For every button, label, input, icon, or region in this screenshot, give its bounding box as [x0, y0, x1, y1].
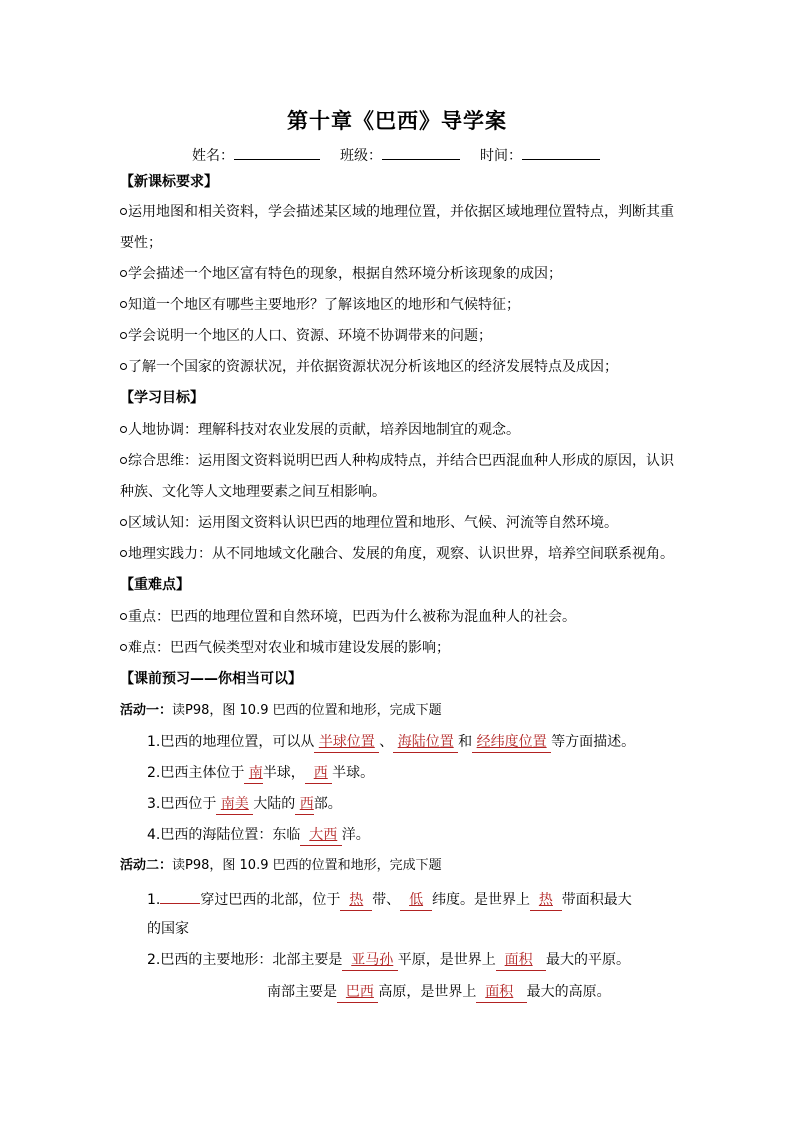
requirement-item: [120, 295, 520, 315]
activity2-question-2: [147, 950, 630, 971]
goal-item-cont: 种族、文化等人文地理要素之间互相影响。: [120, 484, 386, 500]
answer-text: 亚马孙: [351, 952, 394, 968]
activity1-question-2: [147, 763, 374, 784]
answer-text: 热: [349, 892, 364, 908]
question-text: 纬度。是世界上: [431, 892, 530, 908]
goal-text: 人地协调：理解科技对农业发展的贡献，培养因地制宜的观念。: [128, 422, 520, 438]
question-text: 部。: [313, 796, 342, 812]
name-label: 姓名：: [192, 148, 234, 164]
time-label: 时间：: [480, 148, 522, 164]
activity2-question-3: [267, 982, 611, 1003]
goal-item: [120, 451, 674, 471]
bullet-icon: [120, 363, 127, 370]
answer-text: 南美: [220, 796, 249, 812]
question-text: 带、: [372, 892, 401, 908]
requirement-item: [120, 264, 562, 284]
question-text: 半球。: [332, 765, 375, 781]
class-label: 班级：: [340, 148, 382, 164]
activity2-heading: [120, 856, 442, 876]
requirement-text: 学会说明一个地区的人口、资源、环境不协调带来的问题；: [128, 328, 492, 344]
answer-text: 面积: [504, 952, 533, 968]
activity2-question-1: [147, 888, 632, 911]
question-text: 等方面描述。: [551, 734, 636, 750]
question-text: 最大的高原。: [526, 984, 611, 1000]
key-point-item: [120, 638, 450, 658]
bullet-icon: [120, 270, 127, 277]
key-point-item: [120, 607, 576, 627]
answer-blank[interactable]: [530, 890, 562, 911]
key-point-text: 重点：巴西的地理位置和自然环境，巴西为什么被称为混血种人的社会。: [128, 609, 576, 625]
answer-text: 大西: [309, 827, 338, 843]
question-text: 带面积最大: [561, 892, 632, 908]
key-point-text: 难点：巴西气候类型对农业和城市建设发展的影响；: [128, 640, 450, 656]
question-text: 最大的平原。: [545, 952, 630, 968]
answer-text: 西: [299, 796, 314, 812]
activity1-question-3: [147, 794, 342, 815]
question-text: 高原，是世界上: [378, 984, 477, 1000]
requirement-text: 知道一个地区有哪些主要地形？了解该地区的地形和气候特征；: [128, 297, 520, 313]
answer-text: 西: [313, 765, 328, 781]
answer-blank[interactable]: [337, 982, 378, 1003]
goal-text: 地理实践力：从不同地域文化融合、发展的角度，观察、认识世界，培养空间联系视角。: [128, 546, 674, 562]
bullet-icon: [120, 332, 127, 339]
bullet-icon: [120, 208, 127, 215]
answer-blank[interactable]: [300, 825, 341, 846]
question-text: 1.巴西的地理位置，可以从: [147, 734, 315, 750]
question-text: 和: [458, 734, 473, 750]
section-heading-requirements: 【新课标要求】: [120, 174, 218, 190]
answer-text: 经纬度位置: [476, 734, 547, 750]
answer-blank[interactable]: [472, 732, 551, 753]
answer-text: 热: [538, 892, 553, 908]
section-heading-preview: 【课前预习——你相当可以】: [120, 671, 302, 687]
question-text: 洋。: [341, 827, 370, 843]
answer-text: 低: [409, 892, 424, 908]
question-text: 3.巴西位于: [147, 796, 217, 812]
answer-text: 巴西: [345, 984, 374, 1000]
answer-blank[interactable]: [476, 982, 526, 1003]
requirement-item: [120, 202, 674, 222]
question-text: 大陆的: [253, 796, 296, 812]
answer-blank[interactable]: [496, 950, 546, 971]
student-info-line: [192, 145, 620, 165]
activity2-label: 活动二：: [120, 858, 173, 873]
answer-text: 海陆位置: [397, 734, 454, 750]
question-text: 4.巴西的海陆位置：东临: [147, 827, 301, 843]
goal-item: [120, 544, 674, 564]
answer-blank[interactable]: [314, 732, 379, 753]
goal-text: 区域认知：运用图文资料认识巴西的地理位置和地形、气候、河流等自然环境。: [128, 515, 618, 531]
activity2-intro: 读P98，图 10.9 巴西的位置和地形，完成下题: [172, 858, 442, 873]
requirement-item-cont: 要性；: [120, 235, 162, 251]
bullet-icon: [120, 457, 127, 464]
answer-text: 半球位置: [318, 734, 375, 750]
class-field[interactable]: [382, 145, 460, 160]
time-field[interactable]: [522, 145, 600, 160]
answer-blank[interactable]: [160, 888, 200, 904]
question-text: 2.巴西的主要地形：北部主要是: [147, 952, 343, 968]
answer-text: 南: [248, 765, 263, 781]
question-text: 南部主要是: [267, 984, 337, 1000]
bullet-icon: [120, 426, 127, 433]
activity1-heading: [120, 701, 442, 721]
answer-blank[interactable]: [295, 794, 313, 815]
answer-blank[interactable]: [216, 794, 253, 815]
bullet-icon: [120, 301, 127, 308]
activity1-question-1: [147, 732, 635, 753]
requirement-item: [120, 326, 492, 346]
goal-item: [120, 513, 618, 533]
bullet-icon: [120, 550, 127, 557]
bullet-icon: [120, 519, 127, 526]
question-text: 平原，是世界上: [397, 952, 496, 968]
answer-blank[interactable]: [342, 950, 397, 971]
bullet-icon: [120, 613, 127, 620]
answer-blank[interactable]: [244, 763, 262, 784]
name-field[interactable]: [234, 145, 320, 160]
answer-text: 面积: [485, 984, 514, 1000]
question-text: 、: [379, 734, 394, 750]
answer-blank[interactable]: [400, 890, 432, 911]
question-text: 1.: [147, 892, 161, 908]
bullet-icon: [120, 644, 127, 651]
question-text: 2.巴西主体位于: [147, 765, 245, 781]
question-text: 半球，: [262, 765, 305, 781]
goal-item: [120, 420, 520, 440]
answer-blank[interactable]: [305, 763, 332, 784]
section-heading-key-points: 【重难点】: [120, 577, 190, 593]
activity1-label: 活动一：: [120, 703, 173, 718]
page-title: 第十章《巴西》导学案: [287, 109, 507, 133]
activity1-question-4: [147, 825, 370, 846]
section-heading-goals: 【学习目标】: [120, 390, 204, 406]
activity1-intro: 读P98，图 10.9 巴西的位置和地形，完成下题: [172, 703, 442, 718]
requirement-text: 了解一个国家的资源状况，并依据资源状况分析该地区的经济发展特点及成因；: [128, 359, 618, 375]
activity2-question-1-cont: 的国家: [147, 921, 189, 937]
requirement-text: 学会描述一个地区富有特色的现象，根据自然环境分析该现象的成因；: [128, 266, 562, 282]
answer-blank[interactable]: [393, 732, 458, 753]
requirement-text: 运用地图和相关资料，学会描述某区域的地理位置，并依据区域地理位置特点，判断其重: [128, 204, 674, 220]
question-text: 穿过巴西的北部，位于: [200, 892, 341, 908]
answer-blank[interactable]: [340, 890, 372, 911]
requirement-item: [120, 357, 618, 377]
goal-text: 综合思维：运用图文资料说明巴西人种构成特点，并结合巴西混血种人形成的原因，认识: [128, 453, 674, 469]
